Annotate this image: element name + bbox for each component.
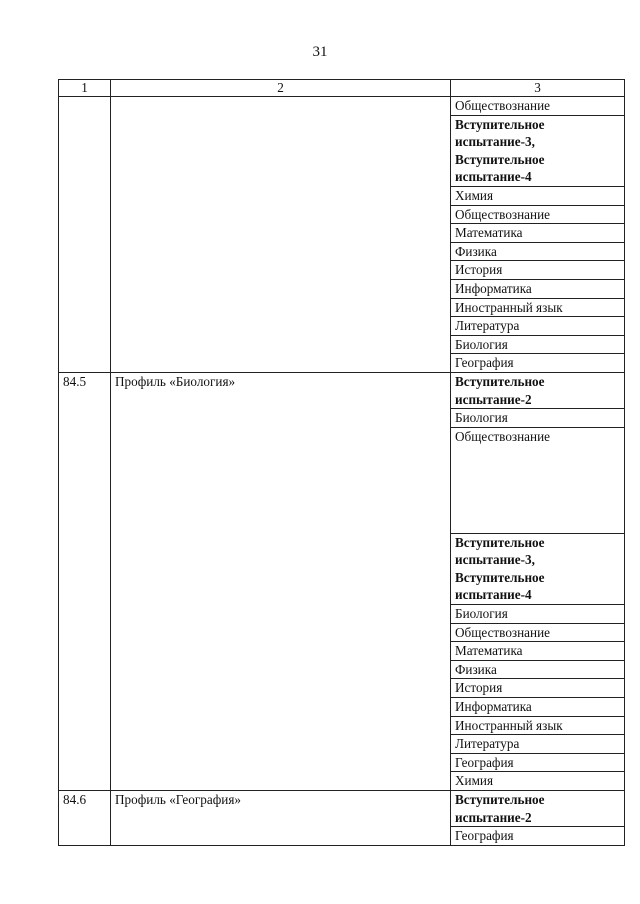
- subject-item: Вступительное испытание-3, Вступительное испытание-4: [451, 115, 625, 186]
- table-row: [59, 97, 625, 116]
- profile-name: Профиль «Биология»: [111, 372, 451, 790]
- subject-item: Обществознание: [451, 623, 625, 642]
- subjects-table: [58, 79, 625, 846]
- subjects-table-wrapper: [58, 79, 625, 846]
- subject-item: История: [451, 261, 625, 280]
- subject-item: Математика: [451, 224, 625, 243]
- subject-item: Математика: [451, 642, 625, 661]
- subject-item: Обществознание: [451, 427, 625, 533]
- table-row: [59, 791, 625, 827]
- subject-item: Литература: [451, 735, 625, 754]
- subject-item: Обществознание: [451, 205, 625, 224]
- subject-item: Обществознание: [451, 97, 625, 116]
- subject-item: Биология: [451, 605, 625, 624]
- profile-code: 84.5: [59, 372, 111, 790]
- profile-name: [111, 97, 451, 373]
- subject-item: Вступительное испытание-2: [451, 791, 625, 827]
- profile-name: Профиль «География»: [111, 791, 451, 846]
- subject-item: Физика: [451, 242, 625, 261]
- profile-code: 84.6: [59, 791, 111, 846]
- subject-item: География: [451, 827, 625, 846]
- subject-item: Вступительное испытание-2: [451, 372, 625, 408]
- page-number: 31: [312, 44, 328, 60]
- header-col-1: 1: [59, 80, 111, 97]
- subject-item: Химия: [451, 186, 625, 205]
- profile-code: [59, 97, 111, 373]
- subject-item: Химия: [451, 772, 625, 791]
- subject-item: Биология: [451, 409, 625, 428]
- subject-item: Вступительное испытание-3, Вступительное испытание-4: [451, 533, 625, 604]
- subject-item: Литература: [451, 317, 625, 336]
- header-col-2: 2: [111, 80, 451, 97]
- header-col-3: 3: [451, 80, 625, 97]
- table-row: [59, 372, 625, 408]
- subject-item: Иностранный язык: [451, 716, 625, 735]
- subject-item: Информатика: [451, 279, 625, 298]
- table-header-row: [59, 80, 625, 97]
- subject-item: Физика: [451, 660, 625, 679]
- subject-item: География: [451, 753, 625, 772]
- subject-item: Биология: [451, 335, 625, 354]
- subject-item: Иностранный язык: [451, 298, 625, 317]
- subject-item: География: [451, 354, 625, 373]
- subject-item: История: [451, 679, 625, 698]
- subject-item: Информатика: [451, 698, 625, 717]
